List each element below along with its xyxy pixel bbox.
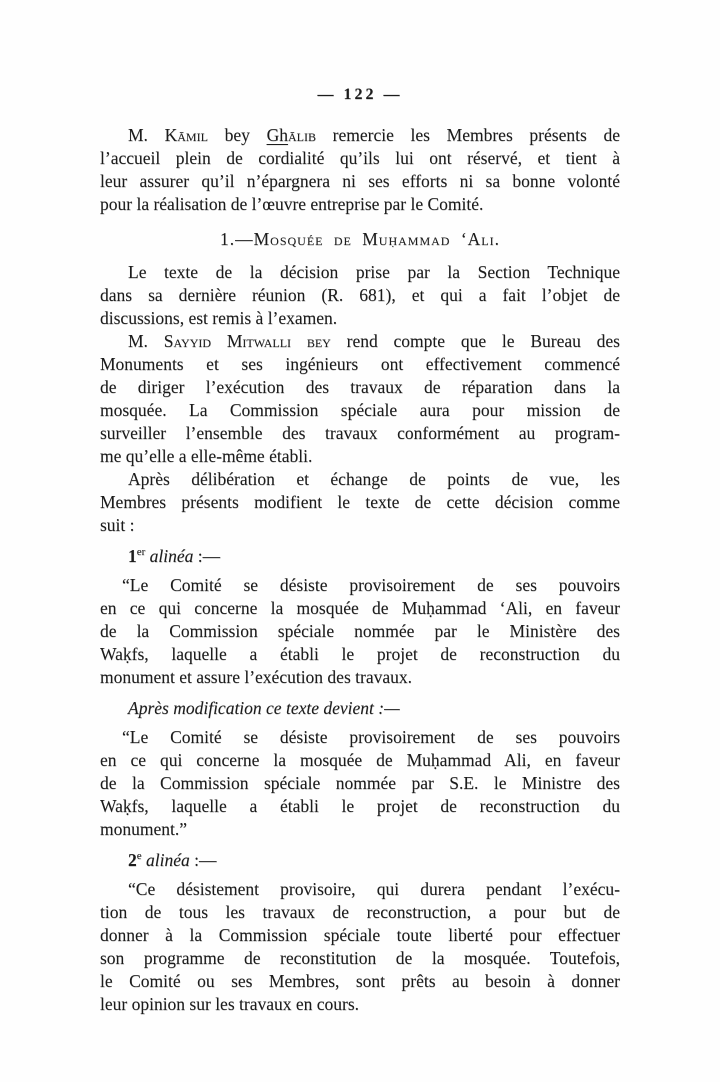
alinea-number: 1 [128,546,137,566]
text-line: suit : [100,515,135,535]
ordinal-suffix: er [136,546,146,559]
text-line: me qu’elle a elle-même établi. [100,446,313,466]
text-segment: remercie les Membres présents de [315,125,620,145]
text-segment: M. [128,125,165,145]
text-line: Après délibération et échange de points de vue, les [128,469,620,489]
text-line: Waḳfs, laquelle a établi le projet de reconstruction du [100,644,620,664]
text-line: pour la réalisation de l’œuvre entreprise par le Comité. [100,194,484,214]
text-line: leur assurer qu’il n’épargnera ni ses efforts ni sa bonne volonté [100,171,620,191]
person-name-ghalib: ālib [287,125,316,145]
text-line [100,124,620,147]
quote-modified-text [100,726,620,841]
person-name-kamil: Kāmil [164,125,208,145]
text-line: de la Commission spéciale nommée par S.E. le Ministre des [100,773,620,793]
text-line: Le texte de la décision prise par la Section Technique [128,262,620,282]
text-line: monument et assure l’exécution des travaux. [100,667,412,687]
paragraph-deliberation [100,468,620,537]
text-line: “Le Comité se désiste provisoirement de ses pouvoirs [122,727,620,747]
paragraph-decision-text [100,261,620,330]
quote-original-text [100,574,620,689]
text-segment: M. [128,331,164,351]
alinea-word: alinéa [141,850,190,870]
text-line: l’accueil plein de cordialité qu’ils lui ont réservé, et tient à [100,148,620,168]
alinea-number: 2 [128,850,137,870]
text-segment: rend compte que le Bureau des [330,331,620,351]
text-line: Monuments et ses ingénieurs ont effectivement commencé [100,354,620,374]
text-segment: bey [207,125,267,145]
alinea-word: alinéa [145,546,194,566]
text-line: mosquée. La Commission spéciale aura pour mission de [100,400,620,420]
paragraph-opening [100,124,620,216]
text-line: discussions, est remis à l’examen. [100,308,338,328]
text-line: “Ce désistement provisoire, qui durera pendant l’exécu- [128,879,620,899]
text-line: dans sa dernière réunion (R. 681), et qui a fait l’objet de [100,285,620,305]
text-line: son programme de reconstitution de la mosquée. Toutefois, [100,948,620,968]
text-line [100,330,620,353]
text-line: le Comité ou ses Membres, sont prêts au besoin à donner [100,971,620,991]
quote-second-alinea [100,878,620,1016]
alinea-1-label [100,545,620,568]
alinea-2-label [100,849,620,872]
text-line: Waḳfs, laquelle a établi le projet de reconstruction du [100,796,620,816]
ordinal-suffix: e [136,850,142,863]
text-line: tion de tous les travaux de reconstruction, a pour but de [100,902,620,922]
alinea-tail: :— [189,850,217,870]
alinea-tail: :— [193,546,221,566]
text-line: leur opinion sur les travaux en cours. [100,994,360,1014]
text-line: Membres présents modifient le texte de cette décision comme [100,492,620,512]
text-line: monument.” [100,819,187,839]
page-body [100,124,620,1016]
text-line: “Le Comité se désiste provisoirement de ses pouvoirs [122,575,620,595]
text-line: en ce qui concerne la mosquée de Muḥammad ʻAli, en faveur [100,598,620,618]
paragraph-mitwalli-report [100,330,620,468]
transition-line: Après modification ce texte devient :— [128,698,400,718]
section-heading: 1.—Mosquée de Muḥammad ʻAli. [219,229,501,249]
text-line: surveiller l’ensemble des travaux conformément au program- [100,423,620,443]
text-line: de diriger l’exécution des travaux de réparation dans la [100,377,620,397]
text-line: donner à la Commission spéciale toute liberté pour effectuer [100,925,620,945]
text-line: de la Commission spéciale nommée par le Ministère des [100,621,620,641]
person-name-mitwalli: Sayyid Mitwalli bey [163,331,331,351]
person-name-ghalib-digraph: Gh [266,125,288,145]
page-number: — 122 — [317,86,403,103]
text-line: en ce qui concerne la mosquée de Muḥammad Ali, en faveur [100,750,620,770]
